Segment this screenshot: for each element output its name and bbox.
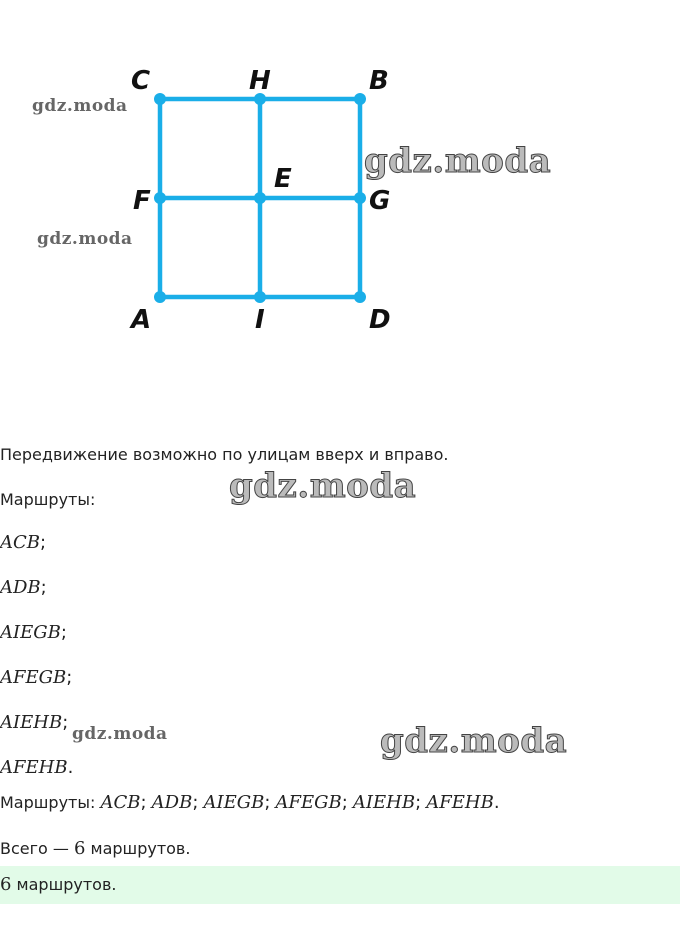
- total-number: 6: [73, 838, 86, 859]
- answer-box: [0, 866, 680, 904]
- route-5: AIEHB: [0, 712, 63, 733]
- route-line: [0, 533, 46, 553]
- point-e: [254, 192, 266, 204]
- route-end: .: [493, 792, 500, 813]
- label-b: B: [369, 66, 389, 96]
- label-i: I: [255, 305, 265, 335]
- label-c: C: [131, 66, 151, 96]
- route-separator: ;: [60, 622, 67, 643]
- point-i: [254, 291, 266, 303]
- answer-suffix: маршрутов.: [11, 875, 117, 894]
- street-grid-diagram: [0, 0, 680, 400]
- point-d: [354, 291, 366, 303]
- summary-route-2: ADB: [151, 792, 193, 813]
- summary-route-1: ACB: [100, 792, 141, 813]
- answer-number: 6: [0, 874, 12, 895]
- watermark: gdz.moda: [72, 724, 168, 744]
- total-prefix: Всего —: [0, 839, 74, 858]
- route-3: AIEGB: [0, 622, 61, 643]
- route-1: ACB: [0, 532, 40, 553]
- route-separator: ;: [40, 577, 47, 598]
- point-c: [154, 93, 166, 105]
- route-2: ADB: [0, 577, 41, 598]
- watermark: gdz.moda: [380, 721, 568, 761]
- point-a: [154, 291, 166, 303]
- watermark: gdz.moda: [364, 141, 552, 181]
- route-line: [0, 668, 72, 688]
- watermark: gdz.moda: [229, 466, 417, 506]
- route-separator: ;: [415, 792, 422, 813]
- route-line: [0, 713, 68, 733]
- label-g: G: [369, 186, 391, 216]
- watermark: gdz.moda: [32, 96, 128, 116]
- route-end: .: [67, 757, 74, 778]
- route-separator: ;: [66, 667, 73, 688]
- answer-text: [0, 875, 116, 895]
- route-separator: ;: [341, 792, 348, 813]
- total-line: [0, 839, 190, 859]
- routes-summary: [0, 793, 500, 813]
- label-f: F: [133, 186, 151, 216]
- route-4: AFEGB: [0, 667, 67, 688]
- route-line: [0, 578, 47, 598]
- watermark: gdz.moda: [37, 229, 133, 249]
- total-suffix: маршрутов.: [85, 839, 191, 858]
- summary-route-5: AIEHB: [352, 792, 416, 813]
- route-line: [0, 623, 67, 643]
- point-b: [354, 93, 366, 105]
- point-g: [354, 192, 366, 204]
- route-separator: ;: [264, 792, 271, 813]
- summary-route-3: AIEGB: [203, 792, 265, 813]
- route-6: AFEHB: [0, 757, 68, 778]
- route-line: [0, 758, 73, 778]
- route-separator: ;: [62, 712, 69, 733]
- summary-route-4: AFEGB: [275, 792, 342, 813]
- label-a: A: [131, 305, 152, 335]
- routes-summary-label: Маршруты:: [0, 793, 96, 812]
- label-h: H: [249, 66, 271, 96]
- intro-text: Передвижение возможно по улицам вверх и вправо.: [0, 445, 449, 464]
- label-e: E: [274, 164, 292, 194]
- route-separator: ;: [40, 532, 47, 553]
- route-separator: ;: [140, 792, 147, 813]
- routes-heading: Маршруты:: [0, 490, 96, 509]
- point-f: [154, 192, 166, 204]
- summary-route-6: AFEHB: [426, 792, 494, 813]
- label-d: D: [369, 305, 391, 335]
- route-separator: ;: [192, 792, 199, 813]
